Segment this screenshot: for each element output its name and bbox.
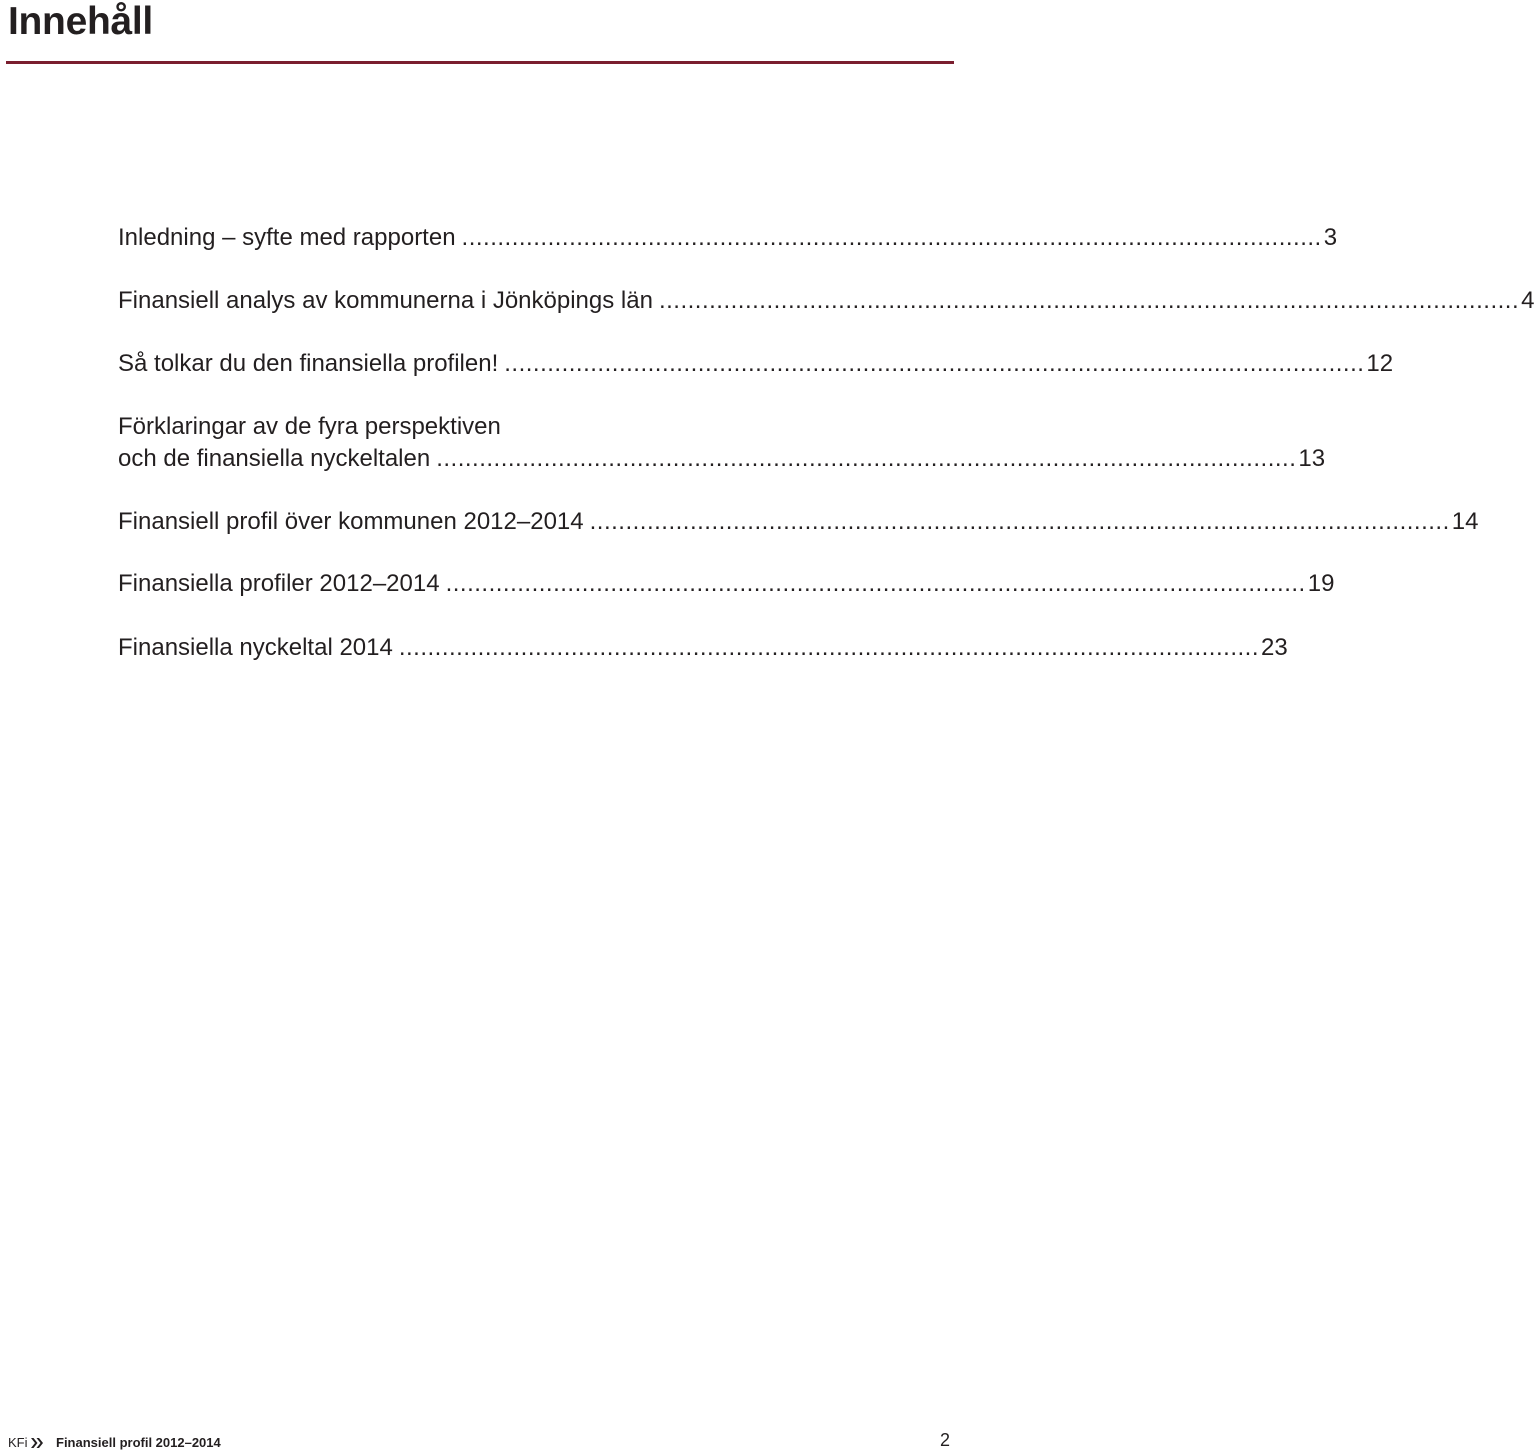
toc-page-number: 14 [1451,508,1479,535]
toc-entry-sa-tolkar[interactable] [118,348,1394,380]
double-chevron-icon [30,1437,44,1449]
toc-entry-title: Finansiella profiler 2012–2014 [118,570,440,597]
footer-document-title: Finansiell profil 2012–2014 [56,1435,221,1450]
dot-leader: ........................................................................................................................ [461,224,1322,251]
toc-entry-title: Så tolkar du den finansiella profilen! [118,350,499,377]
dot-leader: ........................................................................................................................ [445,570,1306,597]
title-divider [6,61,954,64]
dot-leader: ........................................................................................................................ [504,350,1365,377]
toc-page-number: 3 [1323,224,1338,251]
toc-entry-title-line: Förklaringar av de fyra perspektiven [118,413,501,440]
toc-entry-finansiell-analys[interactable] [118,285,1534,317]
toc-page-number: 23 [1260,634,1288,661]
toc-entry-finansiella-profiler[interactable] [118,568,1335,600]
toc-page-number: 19 [1307,570,1335,597]
dot-leader: ........................................................................................................................ [398,634,1259,661]
toc-page-number: 13 [1298,445,1326,472]
toc-entry-title: Finansiell profil över kommunen 2012–2014 [118,508,584,535]
toc-entry-finansiella-nyckeltal[interactable] [118,632,1288,664]
dot-leader: ........................................................................................................................ [658,287,1520,314]
page-title: Innehåll [8,0,153,43]
dot-leader: ........................................................................................................................ [589,508,1450,535]
toc-entry-title: Inledning – syfte med rapporten [118,224,456,251]
page-footer [8,1430,952,1453]
dot-leader: ........................................................................................................................ [436,445,1297,472]
toc-entry-title: Finansiella nyckeltal 2014 [118,634,393,661]
toc-entry-forklaringar[interactable] [118,411,1326,475]
footer-page-number: 2 [939,1430,950,1450]
toc-entry-inledning[interactable] [118,222,1338,254]
toc-entry-title: Finansiell analys av kommunerna i Jönköpings län [118,287,653,314]
toc-entry-finansiell-profil[interactable] [118,506,1479,538]
footer-logo: KFi [8,1435,28,1450]
toc-page-number: 4 [1521,287,1534,314]
toc-page-number: 12 [1366,350,1394,377]
toc-entry-title-line: och de finansiella nyckeltalen [118,445,431,472]
